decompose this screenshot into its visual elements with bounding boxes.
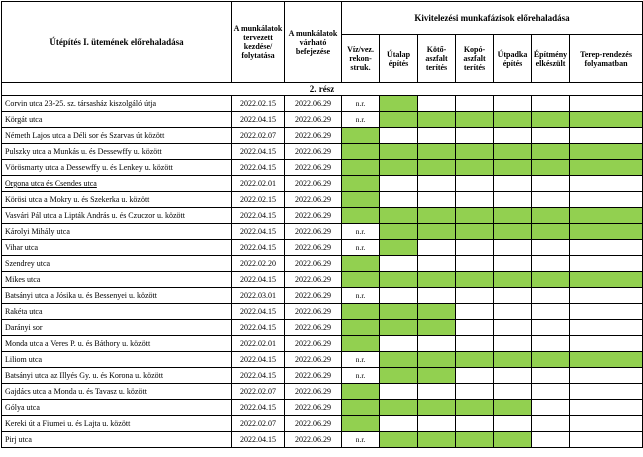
phase-cell: [456, 128, 494, 144]
street-name: Károlyi Mihály utca: [2, 224, 232, 240]
end-date: 2022.06.29: [285, 256, 342, 272]
phase-cell: [418, 112, 456, 128]
phase-header: Útalap építés: [380, 35, 418, 83]
phase-cell: [494, 432, 532, 448]
phase-cell: n.r.: [342, 112, 380, 128]
phase-header: Kötő-aszfalt terítés: [418, 35, 456, 83]
phase-cell: [570, 224, 643, 240]
end-date: 2022.06.29: [285, 192, 342, 208]
start-date: 2022.02.01: [232, 336, 285, 352]
street-name: Németh Lajos utca a Déli sor és Szarvas út között: [2, 128, 232, 144]
phase-cell: [570, 160, 643, 176]
phase-cell: [418, 368, 456, 384]
table-row: [2, 176, 643, 192]
phase-cell: [494, 272, 532, 288]
phase-cell: [532, 208, 570, 224]
phase-cell: [570, 368, 643, 384]
phase-cell: [380, 128, 418, 144]
phase-cell: n.r.: [342, 352, 380, 368]
phase-cell: [456, 288, 494, 304]
phase-cell: [342, 320, 380, 336]
table-row: [2, 288, 643, 304]
end-date: 2022.06.29: [285, 272, 342, 288]
table-row: [2, 144, 643, 160]
end-date: 2022.06.29: [285, 160, 342, 176]
phase-cell: [532, 272, 570, 288]
end-date: 2022.06.29: [285, 240, 342, 256]
start-date: 2022.02.07: [232, 128, 285, 144]
table-row: [2, 304, 643, 320]
street-name: Gólya utca: [2, 400, 232, 416]
phase-cell: [380, 432, 418, 448]
phase-cell: [494, 192, 532, 208]
phase-cell: [456, 336, 494, 352]
phase-cell: [570, 304, 643, 320]
phase-cell: [532, 288, 570, 304]
table-row: [2, 128, 643, 144]
phase-cell: [494, 96, 532, 112]
phase-cell: [342, 336, 380, 352]
start-date: 2022.02.07: [232, 384, 285, 400]
phase-cell: [342, 272, 380, 288]
phase-cell: [456, 304, 494, 320]
phase-cell: [456, 416, 494, 432]
phase-cell: [494, 400, 532, 416]
street-name: Vasvári Pál utca a Lipták András u. és Czuczor u. között: [2, 208, 232, 224]
phase-cell: [342, 144, 380, 160]
phase-cell: [532, 320, 570, 336]
street-name: Körgát utca: [2, 112, 232, 128]
phase-cell: [380, 400, 418, 416]
street-name: Monda utca a Veres P. u. és Báthory u. között: [2, 336, 232, 352]
phase-cell: [380, 272, 418, 288]
start-date: 2022.03.01: [232, 288, 285, 304]
start-date: 2022.02.20: [232, 256, 285, 272]
street-name: Pulszky utca a Munkás u. és Dessewffy u. között: [2, 144, 232, 160]
phase-cell: [494, 128, 532, 144]
phase-cell: [418, 96, 456, 112]
table-row: [2, 160, 643, 176]
project-header: Útépítés I. ütemének előrehaladása: [2, 2, 232, 83]
phase-cell: [380, 368, 418, 384]
phase-cell: [380, 416, 418, 432]
start-date: 2022.04.15: [232, 352, 285, 368]
phase-cell: [456, 240, 494, 256]
street-name: Darányi sor: [2, 320, 232, 336]
phase-cell: [570, 208, 643, 224]
phase-cell: [494, 384, 532, 400]
end-date: 2022.06.29: [285, 304, 342, 320]
phase-cell: [494, 256, 532, 272]
phase-cell: [494, 304, 532, 320]
phase-cell: [418, 352, 456, 368]
table-row: [2, 400, 643, 416]
phase-cell: [532, 240, 570, 256]
table-body: [2, 96, 643, 448]
phase-cell: [456, 352, 494, 368]
phase-cell: [456, 224, 494, 240]
phases-header: Kivitelezési munkafázisok előrehaladása: [342, 2, 643, 35]
phase-cell: [380, 160, 418, 176]
end-date: 2022.06.29: [285, 400, 342, 416]
end-date: 2022.06.29: [285, 112, 342, 128]
phase-cell: [418, 224, 456, 240]
phase-cell: [570, 352, 643, 368]
start-date: 2022.04.15: [232, 112, 285, 128]
phase-cell: [380, 176, 418, 192]
phase-cell: [418, 192, 456, 208]
phase-cell: [532, 400, 570, 416]
phase-cell: [456, 112, 494, 128]
phase-cell: [570, 400, 643, 416]
phase-cell: [570, 240, 643, 256]
start-date: 2022.02.01: [232, 176, 285, 192]
start-date: 2022.04.15: [232, 240, 285, 256]
phase-cell: [494, 368, 532, 384]
phase-cell: [532, 304, 570, 320]
phase-cell: [342, 400, 380, 416]
phase-cell: [570, 432, 643, 448]
table-row: [2, 112, 643, 128]
street-name: Liliom utca: [2, 352, 232, 368]
phase-cell: n.r.: [342, 240, 380, 256]
phase-cell: n.r.: [342, 96, 380, 112]
table-row: [2, 240, 643, 256]
phase-cell: n.r.: [342, 368, 380, 384]
phase-cell: [532, 352, 570, 368]
phase-cell: [456, 160, 494, 176]
phase-cell: [532, 416, 570, 432]
end-date: 2022.06.29: [285, 384, 342, 400]
street-name: Orgona utca és Csendes utca: [2, 176, 232, 192]
phase-header: Útpadka építés: [494, 35, 532, 83]
end-date: 2022.06.29: [285, 96, 342, 112]
phase-cell: [456, 96, 494, 112]
phase-cell: [456, 208, 494, 224]
phase-cell: [532, 112, 570, 128]
phase-cell: [418, 400, 456, 416]
start-date: 2022.04.15: [232, 224, 285, 240]
table-row: [2, 208, 643, 224]
phase-header: Terep-rendezés folyamatban: [570, 35, 643, 83]
phase-cell: [570, 416, 643, 432]
street-name: Szendrey utca: [2, 256, 232, 272]
phase-cell: [494, 144, 532, 160]
planned-start-header: A munkálatok tervezett kezdése/ folytatása: [232, 2, 285, 83]
phase-cell: [456, 432, 494, 448]
phase-cell: [532, 336, 570, 352]
end-date: 2022.06.29: [285, 320, 342, 336]
phase-header: Kopó-aszfalt terítés: [456, 35, 494, 83]
phase-cell: [532, 192, 570, 208]
phase-cell: [342, 176, 380, 192]
phase-cell: [380, 224, 418, 240]
phase-cell: [494, 240, 532, 256]
end-date: 2022.06.29: [285, 336, 342, 352]
phase-cell: [532, 368, 570, 384]
phase-cell: [494, 176, 532, 192]
phase-cell: [570, 272, 643, 288]
phase-cell: [418, 160, 456, 176]
street-name: Mikes utca: [2, 272, 232, 288]
phase-cell: [418, 144, 456, 160]
start-date: 2022.04.15: [232, 144, 285, 160]
phase-cell: [380, 336, 418, 352]
phase-cell: [456, 256, 494, 272]
end-date: 2022.06.29: [285, 224, 342, 240]
phase-cell: [380, 208, 418, 224]
start-date: 2022.04.15: [232, 304, 285, 320]
phase-cell: [532, 144, 570, 160]
phase-cell: [342, 384, 380, 400]
phase-cell: [342, 128, 380, 144]
table-row: [2, 416, 643, 432]
start-date: 2022.02.07: [232, 416, 285, 432]
phase-cell: [570, 320, 643, 336]
phase-header: Építmény elkészült: [532, 35, 570, 83]
phase-header: Víz/vez. rekon-struk.: [342, 35, 380, 83]
phase-cell: [342, 256, 380, 272]
table-row: [2, 272, 643, 288]
phase-cell: [456, 272, 494, 288]
phase-cell: [342, 208, 380, 224]
phase-cell: [494, 160, 532, 176]
phase-cell: [418, 176, 456, 192]
start-date: 2022.04.15: [232, 208, 285, 224]
phase-cell: [418, 320, 456, 336]
phase-cell: [456, 176, 494, 192]
phase-cell: [342, 304, 380, 320]
expected-end-header: A munkálatok várható befejezése: [285, 2, 342, 83]
phase-cell: n.r.: [342, 224, 380, 240]
start-date: 2022.02.15: [232, 192, 285, 208]
phase-cell: [418, 304, 456, 320]
phase-cell: [418, 432, 456, 448]
street-name: Batsányi utca az Illyés Gy. u. és Korona u. között: [2, 368, 232, 384]
phase-cell: n.r.: [342, 288, 380, 304]
phase-cell: [494, 112, 532, 128]
street-name: Batsányi utca a Jósika u. és Bessenyei u. között: [2, 288, 232, 304]
phase-cell: [380, 288, 418, 304]
phase-cell: [532, 432, 570, 448]
phase-cell: [532, 176, 570, 192]
phase-cell: [570, 112, 643, 128]
table-row: [2, 336, 643, 352]
end-date: 2022.06.29: [285, 416, 342, 432]
phase-cell: [494, 208, 532, 224]
phase-cell: [532, 160, 570, 176]
phase-cell: [380, 144, 418, 160]
phase-cell: [418, 416, 456, 432]
phase-cell: [532, 96, 570, 112]
phase-cell: [570, 256, 643, 272]
phase-cell: [380, 384, 418, 400]
phase-cell: [494, 224, 532, 240]
phase-cell: [456, 144, 494, 160]
phase-cell: [456, 368, 494, 384]
street-name: Corvin utca 23-25. sz. társasház kiszolgáló útja: [2, 96, 232, 112]
table-row: [2, 432, 643, 448]
street-name: Vörösmarty utca a Dessewffy u. és Lenkey u. között: [2, 160, 232, 176]
phase-cell: [418, 288, 456, 304]
phase-cell: [380, 112, 418, 128]
phase-cell: [570, 96, 643, 112]
start-date: 2022.04.15: [232, 320, 285, 336]
phase-cell: [570, 288, 643, 304]
start-date: 2022.04.15: [232, 400, 285, 416]
progress-table: [1, 1, 643, 448]
table-row: [2, 192, 643, 208]
end-date: 2022.06.29: [285, 176, 342, 192]
end-date: 2022.06.29: [285, 144, 342, 160]
phase-cell: [456, 320, 494, 336]
table-row: [2, 224, 643, 240]
phase-cell: [532, 384, 570, 400]
phase-cell: [418, 272, 456, 288]
end-date: 2022.06.29: [285, 288, 342, 304]
start-date: 2022.04.15: [232, 272, 285, 288]
phase-cell: [418, 240, 456, 256]
phase-cell: [494, 352, 532, 368]
table-row: [2, 96, 643, 112]
street-name: Körösi utca a Mokry u. és Szekerka u. között: [2, 192, 232, 208]
phase-cell: [570, 384, 643, 400]
start-date: 2022.04.15: [232, 432, 285, 448]
phase-cell: [342, 416, 380, 432]
street-name: Gajdács utca a Monda u. és Tavasz u. között: [2, 384, 232, 400]
table-row: [2, 352, 643, 368]
phase-cell: [380, 240, 418, 256]
phase-cell: [532, 224, 570, 240]
street-name: Pirj utca: [2, 432, 232, 448]
table-row: [2, 256, 643, 272]
phase-cell: [570, 176, 643, 192]
phase-cell: [418, 384, 456, 400]
phase-cell: [380, 320, 418, 336]
end-date: 2022.06.29: [285, 432, 342, 448]
phase-cell: [570, 144, 643, 160]
phase-cell: [418, 128, 456, 144]
phase-cell: [380, 96, 418, 112]
end-date: 2022.06.29: [285, 368, 342, 384]
phase-cell: [456, 400, 494, 416]
phase-cell: [380, 352, 418, 368]
phase-cell: [380, 304, 418, 320]
phase-cell: [532, 256, 570, 272]
phase-cell: [342, 160, 380, 176]
table-row: [2, 368, 643, 384]
start-date: 2022.04.15: [232, 368, 285, 384]
table-row: [2, 384, 643, 400]
street-name: Kereki út a Fiumei u. és Lajta u. között: [2, 416, 232, 432]
phase-cell: [570, 192, 643, 208]
phase-cell: [380, 192, 418, 208]
phase-cell: [494, 320, 532, 336]
phase-cell: [418, 336, 456, 352]
end-date: 2022.06.29: [285, 128, 342, 144]
street-name: Rakéta utca: [2, 304, 232, 320]
phase-cell: [418, 208, 456, 224]
phase-cell: n.r.: [342, 432, 380, 448]
section-label: 2. rész: [2, 83, 643, 96]
phase-cell: [494, 416, 532, 432]
phase-cell: [456, 192, 494, 208]
end-date: 2022.06.29: [285, 352, 342, 368]
phase-cell: [570, 128, 643, 144]
start-date: 2022.02.15: [232, 96, 285, 112]
start-date: 2022.04.15: [232, 160, 285, 176]
table-row: [2, 320, 643, 336]
phase-cell: [494, 336, 532, 352]
phase-cell: [570, 336, 643, 352]
phase-cell: [532, 128, 570, 144]
street-name: Vihar utca: [2, 240, 232, 256]
phase-cell: [456, 384, 494, 400]
phase-cell: [380, 256, 418, 272]
phase-cell: [418, 256, 456, 272]
phase-cell: [494, 288, 532, 304]
end-date: 2022.06.29: [285, 208, 342, 224]
phase-cell: [342, 192, 380, 208]
